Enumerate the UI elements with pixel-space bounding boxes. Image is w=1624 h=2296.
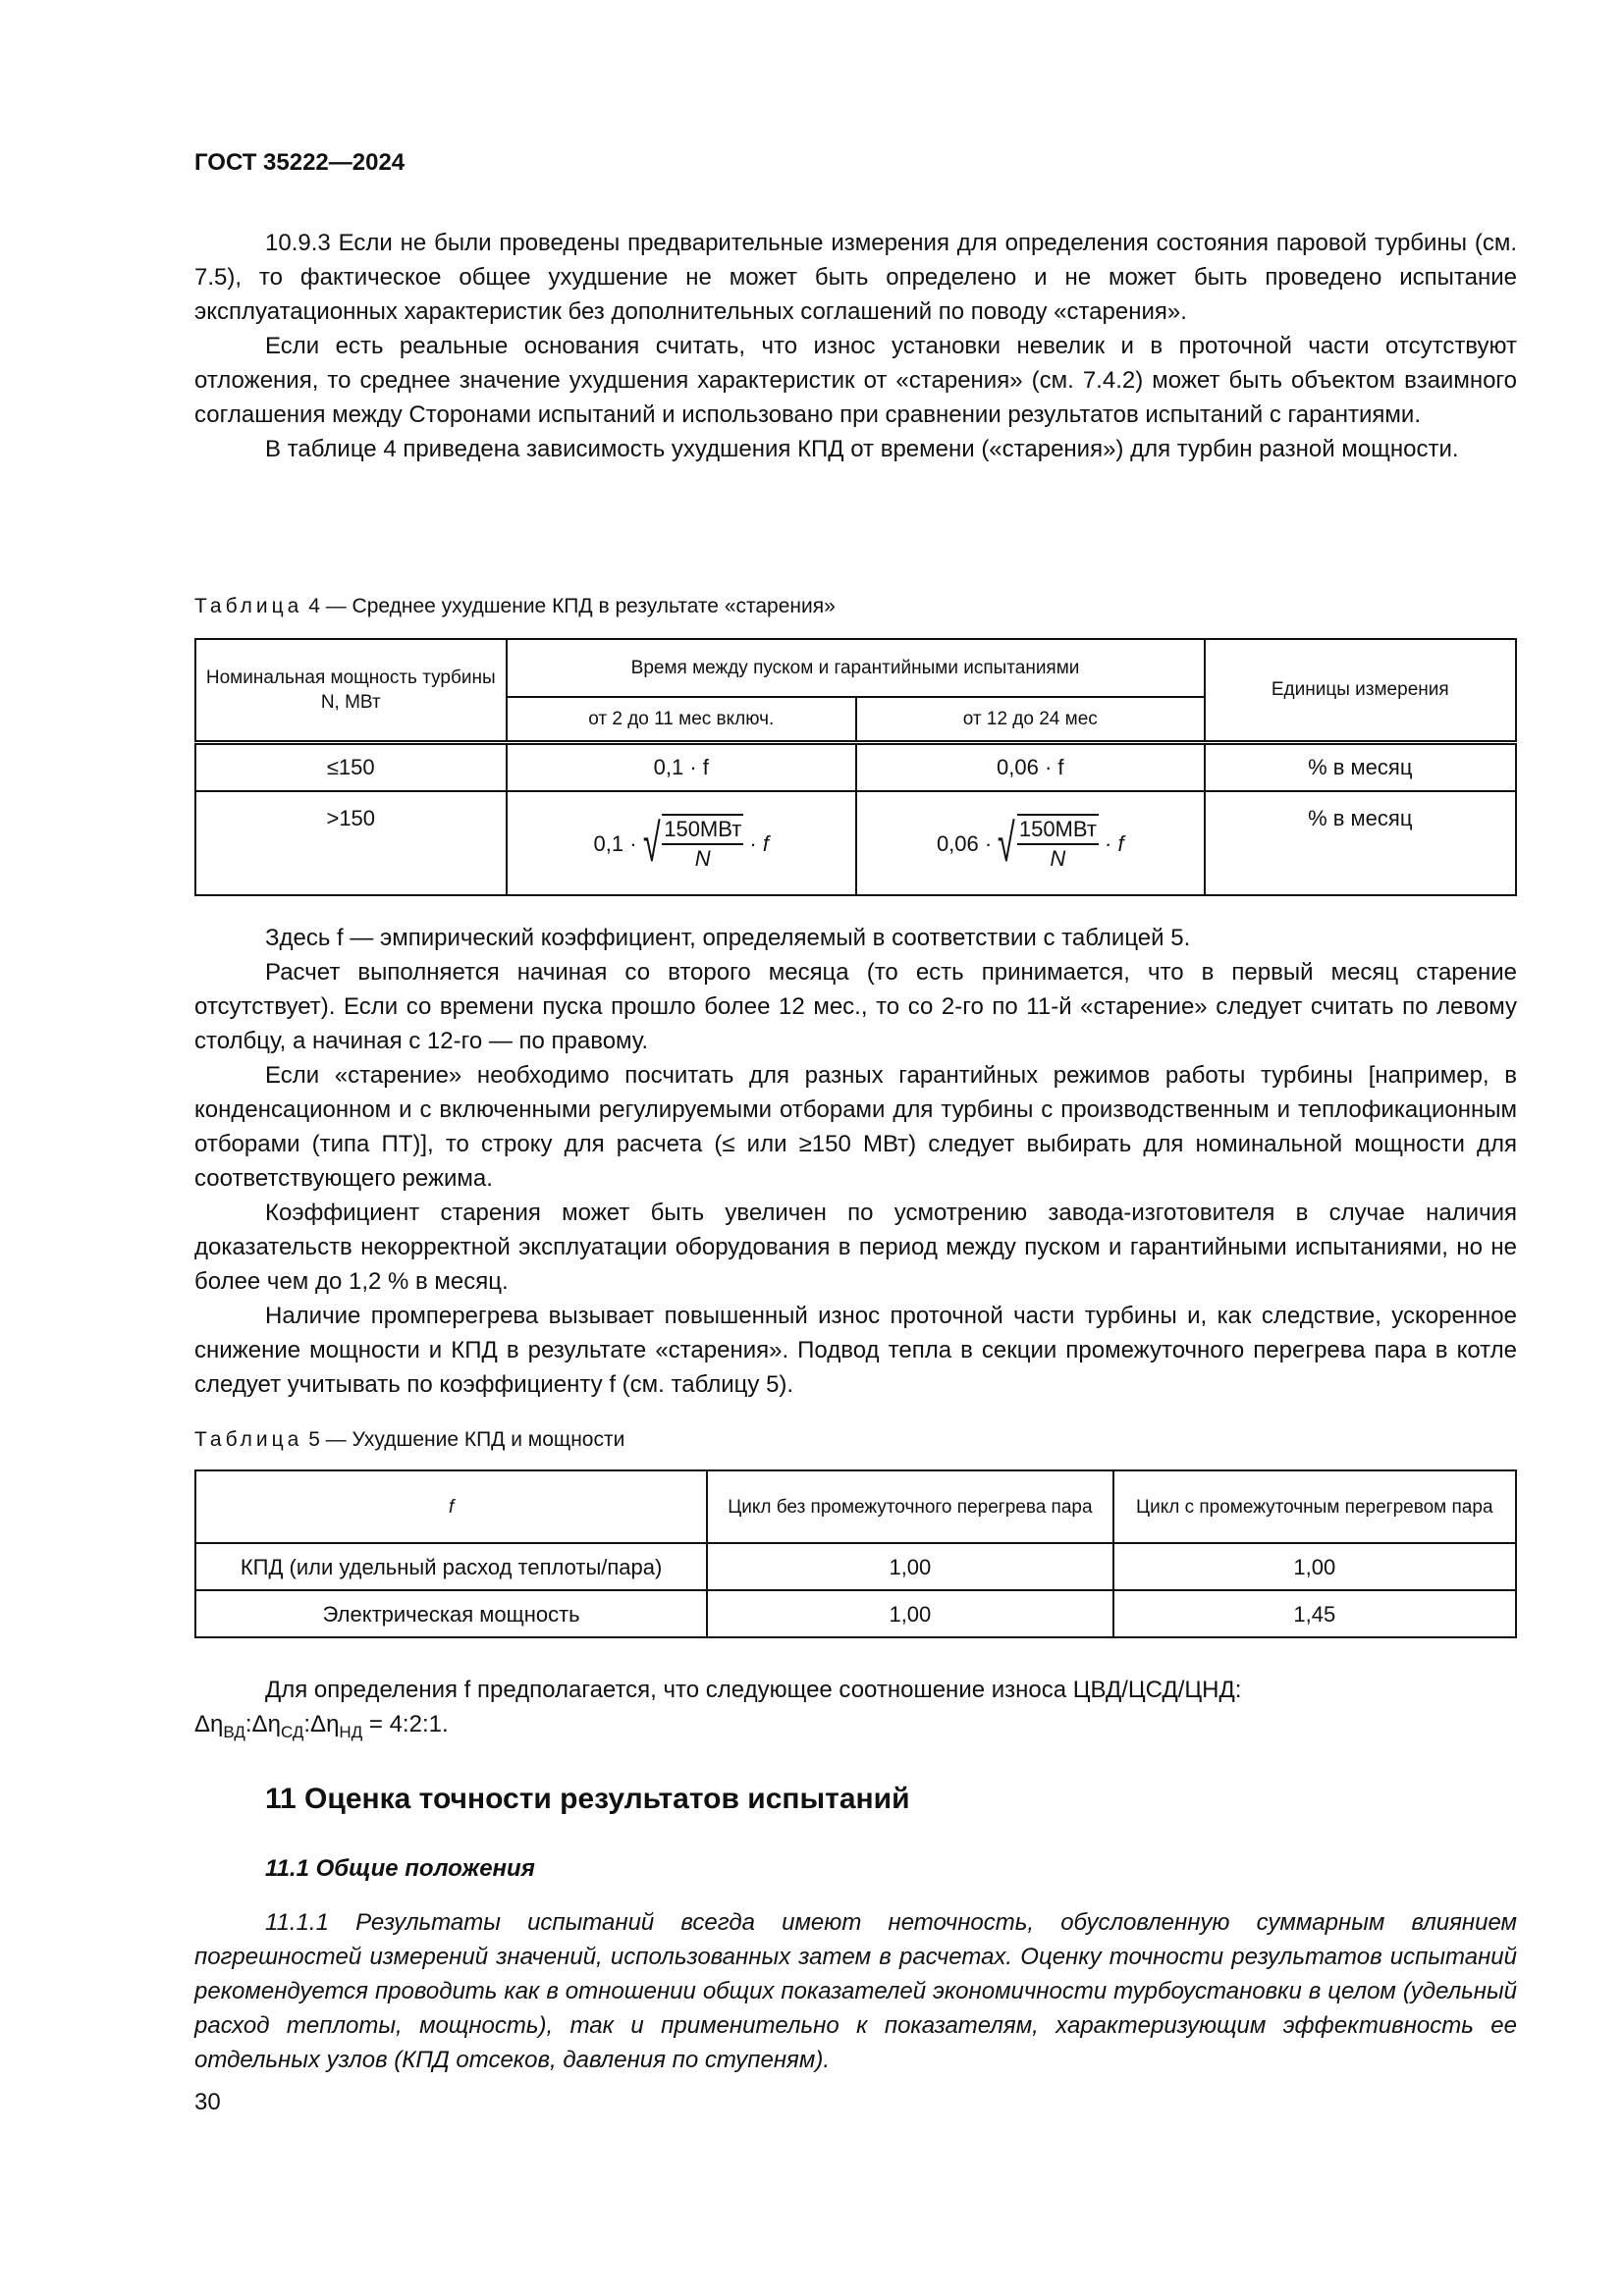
- cell: Электрическая мощность: [195, 1590, 707, 1637]
- numerator: 150МВт: [1017, 816, 1099, 845]
- cell: >150: [195, 791, 507, 895]
- header-reheat: Цикл с промежуточным перегревом пара: [1113, 1470, 1516, 1543]
- tail: · f: [749, 830, 769, 856]
- header-time: Время между пуском и гарантийными испытаниями: [507, 639, 1205, 697]
- paragraph: Если есть реальные основания считать, что износ установки невелик и в проточной части отсутствуют отложения, то среднее значение ухудшения характеристик от «старения» (см. 7.4.2) может быть объектом взаимного соглашения между Сторонами испытаний и использовано при сравнении результатов испытаний с гарантиями.: [194, 333, 1517, 428]
- paragraph-11-1-1: [194, 1905, 1517, 2077]
- paragraph: 10.9.3 Если не были проведены предварительные измерения для определения состояния паровой турбины (см. 7.5), то фактическое общее ухудшение не может быть определено и не может быть проведено испытание эксплуатационных характеристик без дополнительных соглашений по поводу «старения».: [194, 230, 1517, 325]
- sqrt-icon: √: [642, 814, 661, 873]
- cell: КПД (или удельный расход теплоты/пара): [195, 1543, 707, 1590]
- section-heading: 11 Оценка точности результатов испытаний: [265, 1783, 910, 1815]
- header-period-1: от 2 до 11 мес включ.: [507, 697, 856, 742]
- header-period-2: от 12 до 24 мес: [856, 697, 1205, 742]
- caption-label: Таблица: [194, 1428, 303, 1451]
- paragraph: Здесь f — эмпирический коэффициент, определяемый в соответствии с таблицей 5.: [265, 925, 1191, 951]
- cell: ≤150: [195, 742, 507, 791]
- caption-label: Таблица: [194, 595, 303, 617]
- document-header: ГОСТ 35222—2024: [194, 149, 406, 176]
- cell: 0,1 · f: [507, 742, 856, 791]
- cell: 1,00: [707, 1590, 1112, 1637]
- sub: СД: [280, 1722, 304, 1741]
- cell: 1,00: [1113, 1543, 1516, 1590]
- paragraph: Наличие промперегрева вызывает повышенный износ проточной части турбины и, как следствие, ускоренное снижение мощности и КПД в результате «старения». Подвод тепла в секции промежуточного перегрева пара в котле следует учитывать по коэффициенту f (см. таблицу 5).: [194, 1303, 1517, 1398]
- formula-cell: [507, 791, 856, 895]
- tail: · f: [1105, 830, 1124, 856]
- sub: НД: [339, 1722, 363, 1741]
- paragraph: В таблице 4 приведена зависимость ухудшения КПД от времени («старения») для турбин разной мощности.: [265, 436, 1459, 462]
- header-power: Номинальная мощность турбины N, МВт: [195, 639, 507, 742]
- coef: 0,1 ·: [593, 830, 637, 856]
- ratio: = 4:2:1.: [368, 1711, 449, 1737]
- sqrt-icon: √: [998, 814, 1015, 873]
- header-f: f: [195, 1470, 707, 1543]
- caption-text: 4 — Среднее ухудшение КПД в результате «старения»: [308, 595, 836, 617]
- delta-eta: Δη: [251, 1711, 281, 1737]
- page-number: 30: [194, 2089, 221, 2115]
- delta-eta: Δη: [310, 1711, 340, 1737]
- table4: [194, 638, 1517, 896]
- paragraphs-10-9-3: [194, 226, 1517, 466]
- table5-caption: [194, 1425, 1517, 1455]
- cell: 1,45: [1113, 1590, 1516, 1637]
- cell: % в месяц: [1205, 791, 1516, 895]
- cell: % в месяц: [1205, 742, 1516, 791]
- sub: ВД: [223, 1722, 245, 1741]
- subsection-heading: 11.1 Общие положения: [265, 1855, 535, 1882]
- header-no-reheat: Цикл без промежуточного перегрева пара: [707, 1470, 1112, 1543]
- coef: 0,06 ·: [936, 830, 993, 856]
- table5: [194, 1469, 1517, 1638]
- header-units: Единицы измерения: [1205, 639, 1516, 742]
- cell: 0,06 · f: [856, 742, 1205, 791]
- cell: 1,00: [707, 1543, 1112, 1590]
- paragraph-ratio: [194, 1673, 1517, 1749]
- ratio-formula: $\Delta\eta_{ВД}:\Delta\eta_{СД}:\Delta\eta_{НД}$ = 4:2:1.: [194, 1711, 449, 1741]
- paragraph: Коэффициент старения может быть увеличен по усмотрению завода-изготовителя в случае наличия доказательств некорректной эксплуатации оборудования в период между пуском и гарантийными испытаниями, но не более чем до 1,2 % в месяц.: [194, 1200, 1517, 1295]
- numerator: 150МВт: [662, 816, 743, 845]
- delta-eta: Δη: [194, 1711, 224, 1737]
- paragraph: Расчет выполняется начиная со второго месяца (то есть принимается, что в первый месяц старение отсутствует). Если со времени пуска прошло более 12 мес., то со 2-го по 11-й «старение» следует считать по левому столбцу, а начиная с 12-го — по правому.: [194, 959, 1517, 1054]
- paragraph: 11.1.1 Результаты испытаний всегда имеют неточность, обусловленную суммарным влиянием погрешностей измерений значений, использованных затем в расчетах. Оценку точности результатов испытаний рекомендуется проводить как в отношении общих показателей экономичности турбоустановки в целом (удельный расход теплоты, мощность), так и применительно к показателям, характеризующим эффективность ее отдельных узлов (КПД отсеков, давления по ступеням).: [194, 1909, 1517, 2073]
- caption-text: 5 — Ухудшение КПД и мощности: [308, 1428, 625, 1451]
- paragraph: Если «старение» необходимо посчитать для разных гарантийных режимов работы турбины [например, в конденсационном и с включенными регулируемыми отборами для турбины с производственным и теплофикационным отборами (типа ПТ)], то строку для расчета (≤ или ≥150 МВт) следует выбирать для номинальной мощности для соответствующего режима.: [194, 1062, 1517, 1192]
- paragraph: Для определения f предполагается, что следующее соотношение износа ЦВД/ЦСД/ЦНД:: [265, 1677, 1242, 1703]
- formula-cell: [856, 791, 1205, 895]
- denominator: N: [694, 846, 711, 871]
- paragraphs-aging: [194, 921, 1517, 1402]
- table4-caption: [194, 592, 1517, 621]
- denominator: N: [1050, 846, 1066, 871]
